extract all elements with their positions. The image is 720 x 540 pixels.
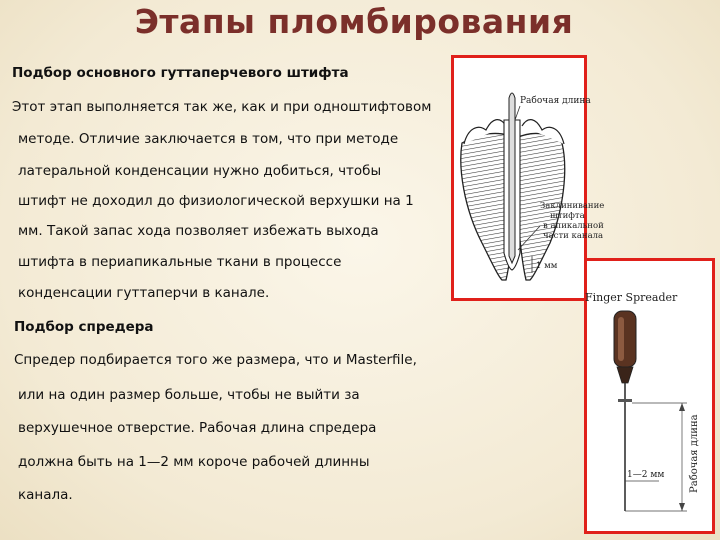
one-two-mm-label: 1—2 мм: [627, 470, 665, 480]
section2-line: или на один размер больше, чтобы не выйти за: [18, 387, 360, 403]
working-length-label: Рабочая длина: [520, 96, 591, 106]
spreader-diagram: [587, 261, 712, 531]
spreader-working-length-label: Рабочая длина: [689, 414, 700, 493]
section2-line: должна быть на 1—2 мм короче рабочей длинны: [18, 454, 370, 470]
page-title: Этапы пломбирования: [134, 2, 574, 41]
one-mm-label: 1 мм: [536, 261, 558, 271]
section2-line: канала.: [18, 487, 73, 503]
finger-spreader-label: Finger Spreader: [585, 291, 678, 304]
section1-line: латеральной конденсации нужно добиться, чтобы: [18, 163, 382, 179]
wedging-label: Заклинивание: [540, 201, 605, 211]
section1-heading: Подбор основного гуттаперчевого штифта: [12, 65, 349, 81]
tooth-figure: [451, 55, 605, 301]
section2-line: верхушечное отверстие. Рабочая длина спредера: [18, 420, 377, 436]
wedging-label: части канала: [543, 231, 604, 241]
wedging-label: штифта: [550, 211, 585, 221]
spreader-figure: [584, 258, 715, 534]
section1-line: конденсации гуттаперчи в канале.: [18, 285, 270, 301]
section2-line: Спредер подбирается того же размера, что и Masterfile,: [14, 352, 417, 368]
section1-line: штифта в периапикальные ткани в процессе: [18, 254, 342, 270]
section2-heading: Подбор спредера: [14, 319, 154, 335]
section1-line: мм. Такой запас хода позволяет избежать выхода: [18, 223, 379, 239]
wedging-label: в апикальной: [543, 221, 604, 231]
section1-line: методе. Отличие заключается в том, что при методе: [18, 131, 399, 147]
tooth-diagram: [454, 58, 605, 298]
section1-line: Этот этап выполняется так же, как и при одноштифтовом: [12, 99, 432, 115]
section1-line: штифт не доходил до физиологической верхушки на 1: [18, 193, 414, 209]
